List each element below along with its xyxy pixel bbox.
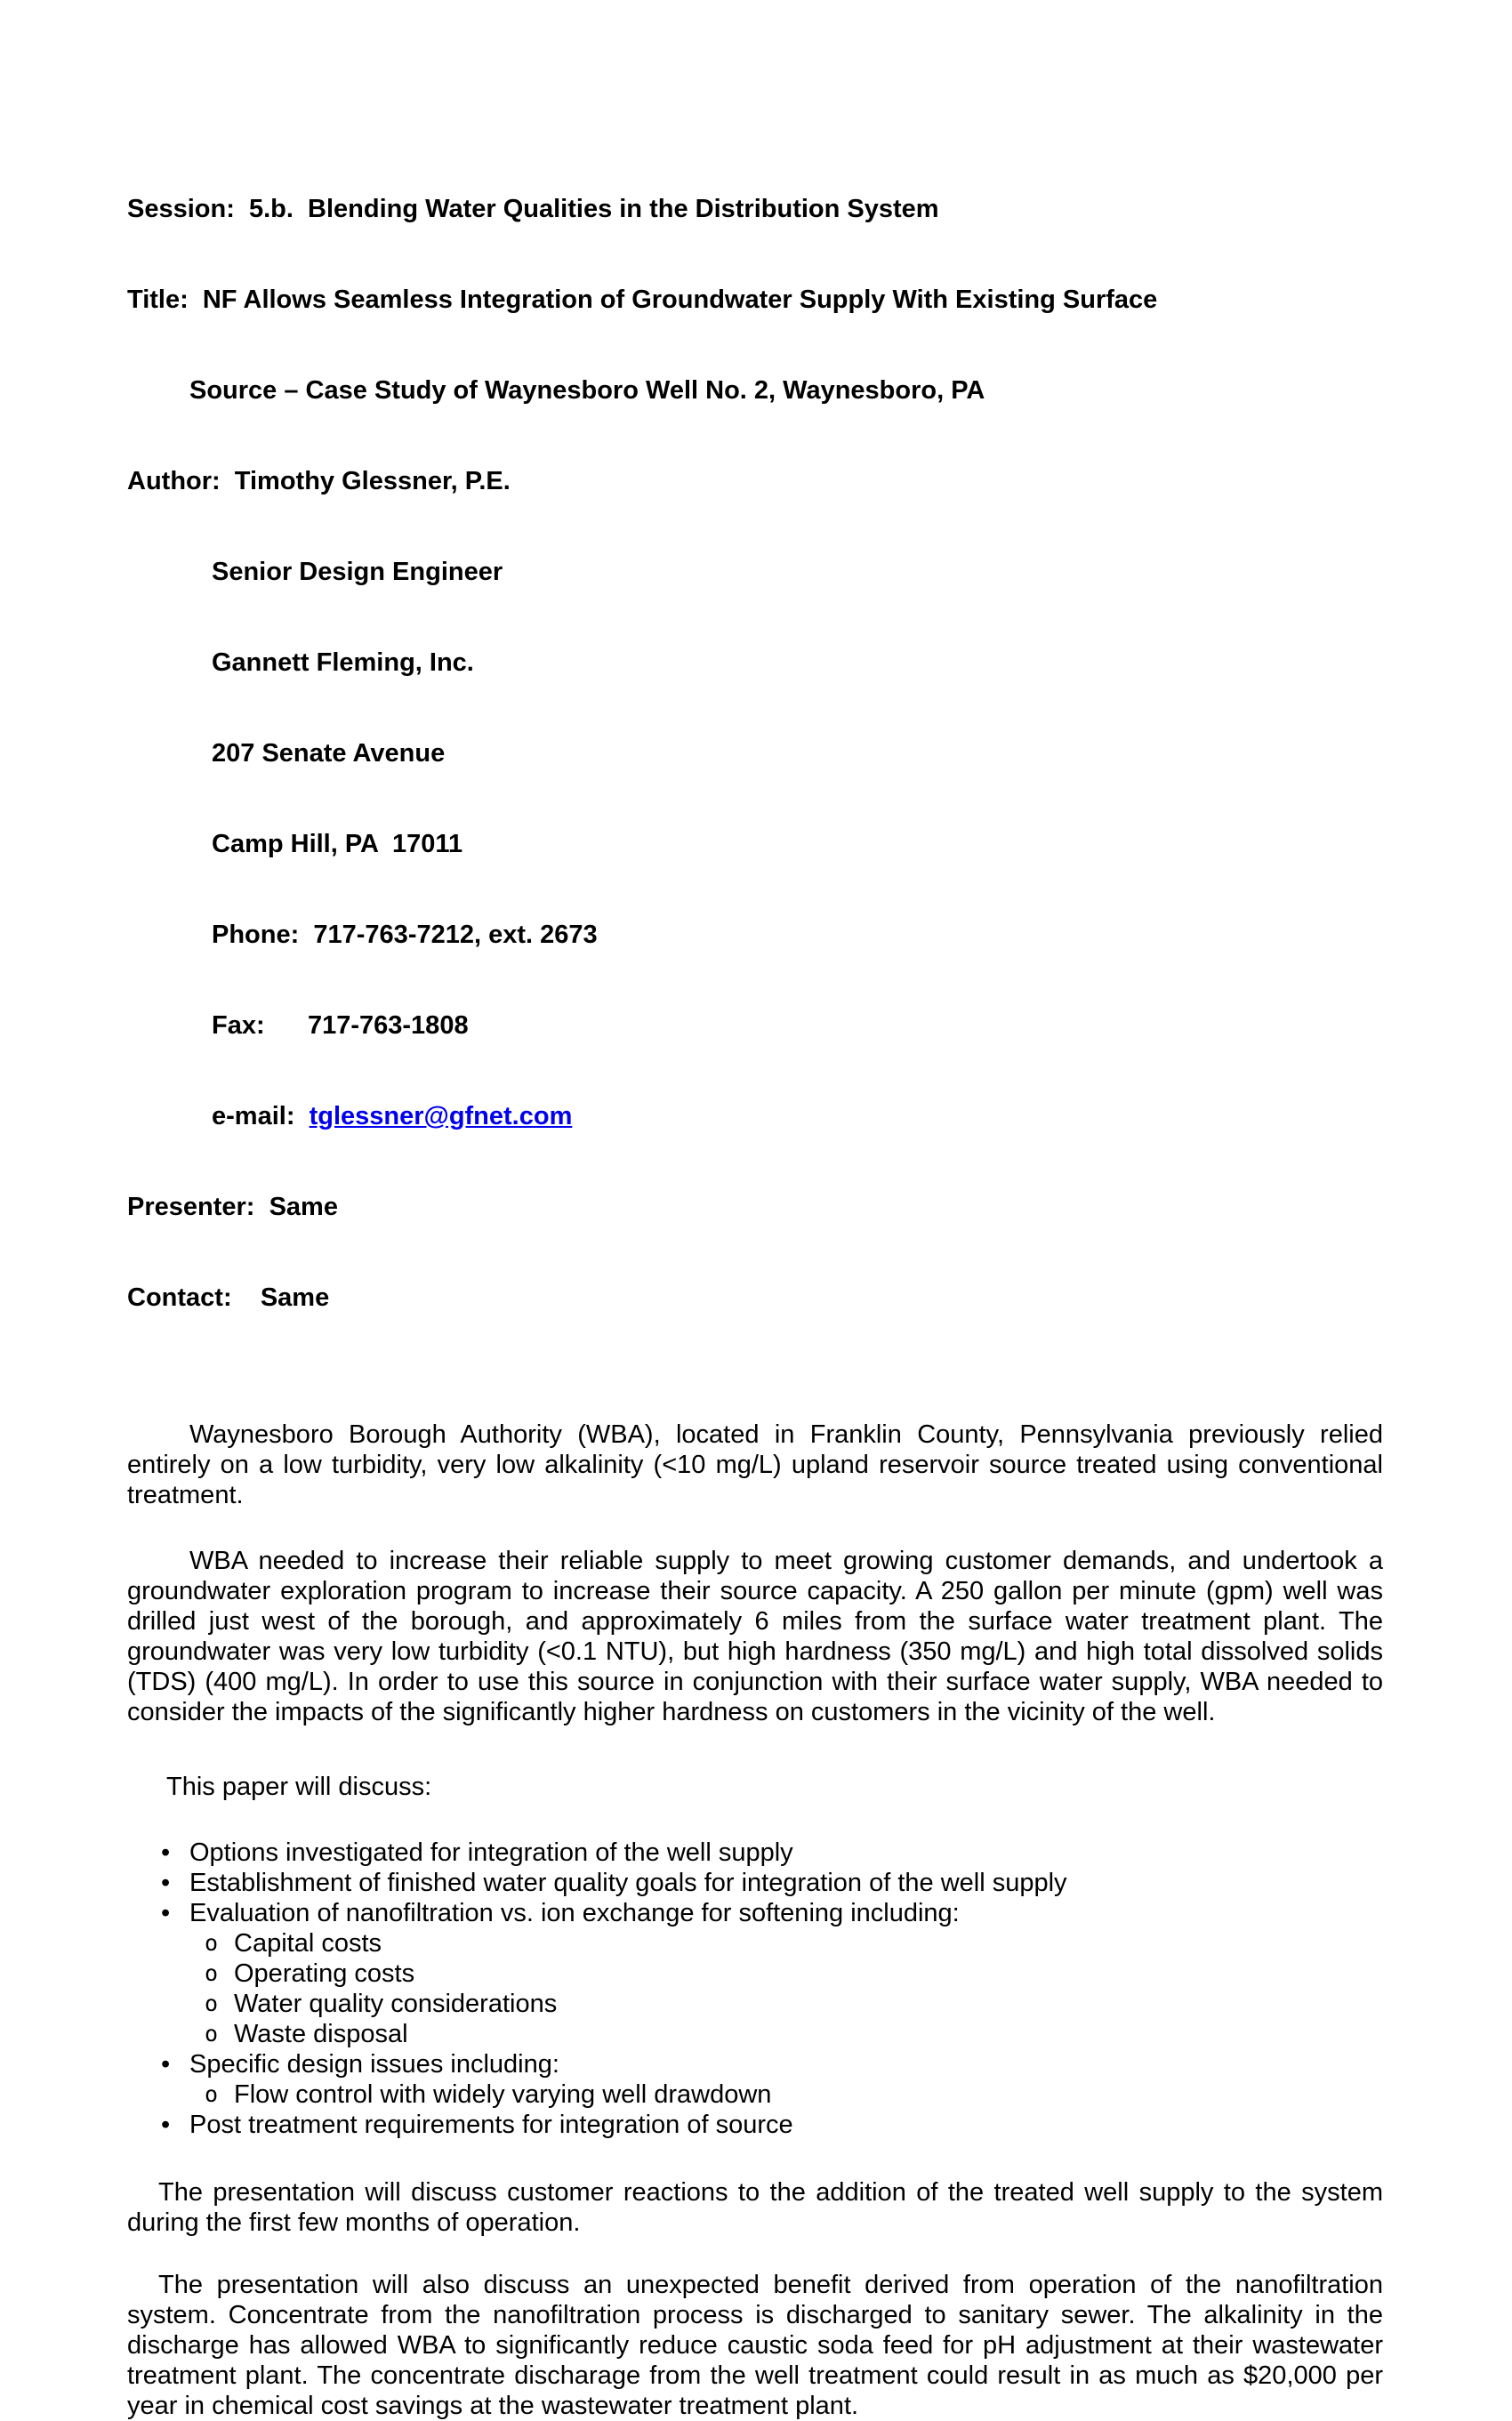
author-phone: Phone: 717-763-7212, ext. 2673 [212, 921, 598, 949]
email-label: e-mail: [212, 1102, 310, 1130]
author-company: Gannett Fleming, Inc. [212, 648, 474, 677]
bullet-circle-icon: o [205, 1991, 219, 2016]
discussion-topics-list [127, 1838, 1383, 2140]
paragraph-unexpected-benefit: The presentation will also discuss an unexpected benefit derived from operation of the nanofiltration system. Concentrate from the nanofiltration process is discharged to sanitary sewer. The alkalinity in the discharge has allowed WBA to significantly reduce caustic soda feed for pH adjustment at their wastewater treatment plant. The concentrate discharage from the well treatment could result in as much as $20,000 per year in chemical cost savings at the wastewater treatment plant. [127, 2271, 1383, 2420]
bullet-disc-icon: • [161, 2050, 171, 2079]
bullet-circle-icon: o [205, 2021, 219, 2047]
bullet-circle-icon: o [205, 2081, 219, 2107]
bullet-item [127, 1868, 1383, 1898]
bullet-circle-icon: o [205, 1960, 219, 1986]
bullet-text: Capital costs [234, 1929, 382, 1958]
bullet-text: Establishment of finished water quality goals for integration of the well supply [189, 1869, 1067, 1897]
sub-bullet-item [127, 1959, 1383, 1989]
email-link[interactable]: tglessner@gfnet.com [309, 1102, 573, 1130]
bullet-text: Water quality considerations [234, 1990, 558, 2018]
author-street: 207 Senate Avenue [212, 739, 446, 768]
presenter-line: Presenter: Same [127, 1193, 338, 1221]
bullet-disc-icon: • [161, 2111, 171, 2139]
bullet-item [127, 1838, 1383, 1868]
bullet-disc-icon: • [161, 1838, 171, 1867]
sub-bullet-item [127, 2019, 1383, 2049]
sub-bullet-item [127, 1928, 1383, 1959]
email-line [127, 1101, 1383, 1131]
author-position: Senior Design Engineer [212, 558, 503, 586]
bullet-text: Flow control with widely varying well drawdown [234, 2080, 772, 2109]
author-line: Author: Timothy Glessner, P.E. [127, 467, 511, 495]
discussion-intro: This paper will discuss: [166, 1773, 432, 1801]
bullet-text: Options investigated for integration of the well supply [189, 1838, 793, 1867]
author-fax: Fax: 717-763-1808 [212, 1011, 469, 1040]
session-line: Session: 5.b. Blending Water Qualities in the Distribution System [127, 195, 939, 223]
title-line-1: Title: NF Allows Seamless Integration of Groundwater Supply With Existing Surface [127, 286, 1158, 314]
bullet-circle-icon: o [205, 1930, 219, 1956]
title-line-2: Source – Case Study of Waynesboro Well No. 2, Waynesboro, PA [189, 376, 985, 405]
paragraph-background: Waynesboro Borough Authority (WBA), located in Franklin County, Pennsylvania previously relied entirely on a low turbidity, very low alkalinity (<10 mg/L) upland reservoir source treated using conventional treatment. [127, 1420, 1383, 1509]
bullet-text: Evaluation of nanofiltration vs. ion exchange for softening including: [189, 1899, 960, 1927]
abstract-header [127, 133, 1383, 1373]
bullet-text: Operating costs [234, 1959, 415, 1988]
contact-line: Contact: Same [127, 1283, 330, 1312]
paragraph-need: WBA needed to increase their reliable supply to meet growing customer demands, and undertook a groundwater exploration program to increase their source capacity. A 250 gallon per minute (gpm) well was drilled just west of the borough, and approximately 6 miles from the surface water treatment plant. The groundwater was very low turbidity (<0.1 NTU), but high hardness (350 mg/L) and high total dissolved solids (TDS) (400 mg/L). In order to use this source in conjunction with their surface water supply, WBA needed to consider the impacts of the significantly higher hardness on customers in the vicinity of the well. [127, 1547, 1383, 1726]
bullet-text: Post treatment requirements for integration of source [189, 2111, 793, 2139]
bullet-disc-icon: • [161, 1869, 171, 1897]
author-city: Camp Hill, PA 17011 [212, 830, 463, 858]
bullet-disc-icon: • [161, 1899, 171, 1927]
bullet-item [127, 1898, 1383, 1928]
bullet-item [127, 2110, 1383, 2140]
bullet-text: Specific design issues including: [189, 2050, 559, 2079]
bullet-text: Waste disposal [234, 2020, 408, 2048]
sub-bullet-item [127, 1989, 1383, 2019]
sub-bullet-item [127, 2079, 1383, 2110]
paragraph-customer-reactions: The presentation will discuss customer reactions to the addition of the treated well supply to the system during the first few months of operation. [127, 2178, 1383, 2237]
bullet-item [127, 2049, 1383, 2079]
